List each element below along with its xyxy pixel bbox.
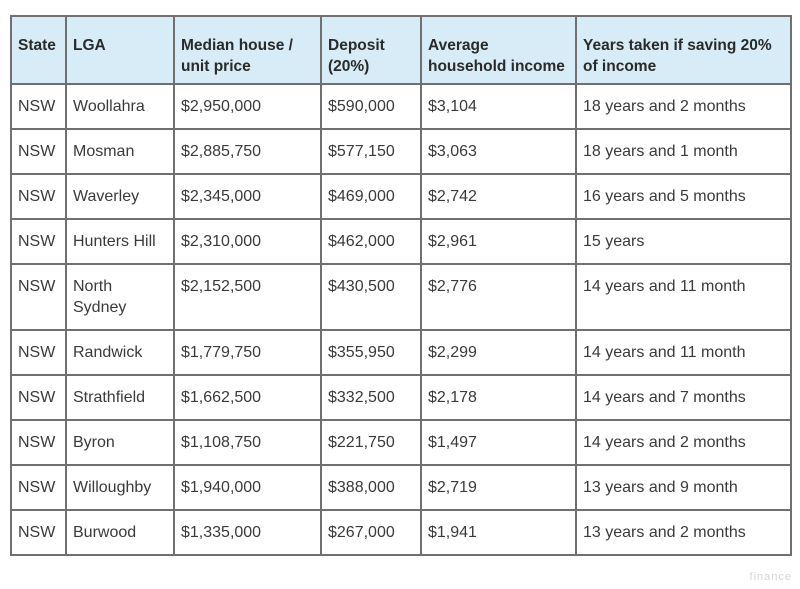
cell-lga: Randwick: [66, 330, 174, 375]
cell-lga: North Sydney: [66, 264, 174, 330]
cell-average-income: $2,742: [421, 174, 576, 219]
table-row: [11, 264, 791, 330]
cell-years-taken: 14 years and 11 month: [576, 330, 791, 375]
cell-lga: Waverley: [66, 174, 174, 219]
cell-years-taken: 13 years and 9 month: [576, 465, 791, 510]
affordability-table: [10, 15, 792, 556]
cell-deposit: $332,500: [321, 375, 421, 420]
cell-deposit: $469,000: [321, 174, 421, 219]
watermark: finance: [749, 571, 792, 583]
cell-state: NSW: [11, 219, 66, 264]
cell-state: NSW: [11, 375, 66, 420]
cell-state: NSW: [11, 129, 66, 174]
cell-years-taken: 16 years and 5 months: [576, 174, 791, 219]
cell-average-income: $1,497: [421, 420, 576, 465]
cell-years-taken: 14 years and 11 month: [576, 264, 791, 330]
cell-median-price: $1,940,000: [174, 465, 321, 510]
cell-lga: Mosman: [66, 129, 174, 174]
cell-years-taken: 13 years and 2 months: [576, 510, 791, 555]
cell-average-income: $2,961: [421, 219, 576, 264]
cell-deposit: $577,150: [321, 129, 421, 174]
cell-median-price: $1,335,000: [174, 510, 321, 555]
cell-median-price: $2,885,750: [174, 129, 321, 174]
cell-average-income: $2,719: [421, 465, 576, 510]
table-row: [11, 219, 791, 264]
cell-average-income: $2,299: [421, 330, 576, 375]
cell-median-price: $2,310,000: [174, 219, 321, 264]
header-median-price: Median house / unit price: [174, 16, 321, 84]
cell-median-price: $1,662,500: [174, 375, 321, 420]
cell-average-income: $3,063: [421, 129, 576, 174]
table-row: [11, 129, 791, 174]
table-row: [11, 330, 791, 375]
table-row: [11, 84, 791, 129]
cell-years-taken: 14 years and 2 months: [576, 420, 791, 465]
cell-years-taken: 14 years and 7 months: [576, 375, 791, 420]
cell-median-price: $2,152,500: [174, 264, 321, 330]
cell-deposit: $462,000: [321, 219, 421, 264]
cell-state: NSW: [11, 84, 66, 129]
cell-state: NSW: [11, 420, 66, 465]
cell-lga: Willoughby: [66, 465, 174, 510]
cell-deposit: $430,500: [321, 264, 421, 330]
cell-years-taken: 18 years and 1 month: [576, 129, 791, 174]
cell-deposit: $221,750: [321, 420, 421, 465]
cell-average-income: $1,941: [421, 510, 576, 555]
affordability-table-container: [10, 15, 790, 556]
cell-state: NSW: [11, 330, 66, 375]
cell-deposit: $355,950: [321, 330, 421, 375]
cell-lga: Hunters Hill: [66, 219, 174, 264]
header-lga: LGA: [66, 16, 174, 84]
cell-average-income: $2,776: [421, 264, 576, 330]
cell-deposit: $388,000: [321, 465, 421, 510]
table-row: [11, 420, 791, 465]
cell-deposit: $590,000: [321, 84, 421, 129]
header-average-income: Average household income: [421, 16, 576, 84]
header-deposit: Deposit (20%): [321, 16, 421, 84]
cell-median-price: $1,108,750: [174, 420, 321, 465]
cell-lga: Burwood: [66, 510, 174, 555]
cell-state: NSW: [11, 465, 66, 510]
cell-years-taken: 18 years and 2 months: [576, 84, 791, 129]
table-row: [11, 510, 791, 555]
table-header-row: [11, 16, 791, 84]
cell-median-price: $1,779,750: [174, 330, 321, 375]
cell-average-income: $3,104: [421, 84, 576, 129]
cell-state: NSW: [11, 264, 66, 330]
cell-state: NSW: [11, 510, 66, 555]
cell-average-income: $2,178: [421, 375, 576, 420]
cell-lga: Byron: [66, 420, 174, 465]
header-years-taken: Years taken if saving 20% of income: [576, 16, 791, 84]
cell-lga: Strathfield: [66, 375, 174, 420]
header-state: State: [11, 16, 66, 84]
cell-years-taken: 15 years: [576, 219, 791, 264]
table-row: [11, 465, 791, 510]
table-row: [11, 174, 791, 219]
table-row: [11, 375, 791, 420]
cell-lga: Woollahra: [66, 84, 174, 129]
cell-median-price: $2,950,000: [174, 84, 321, 129]
cell-state: NSW: [11, 174, 66, 219]
cell-deposit: $267,000: [321, 510, 421, 555]
cell-median-price: $2,345,000: [174, 174, 321, 219]
